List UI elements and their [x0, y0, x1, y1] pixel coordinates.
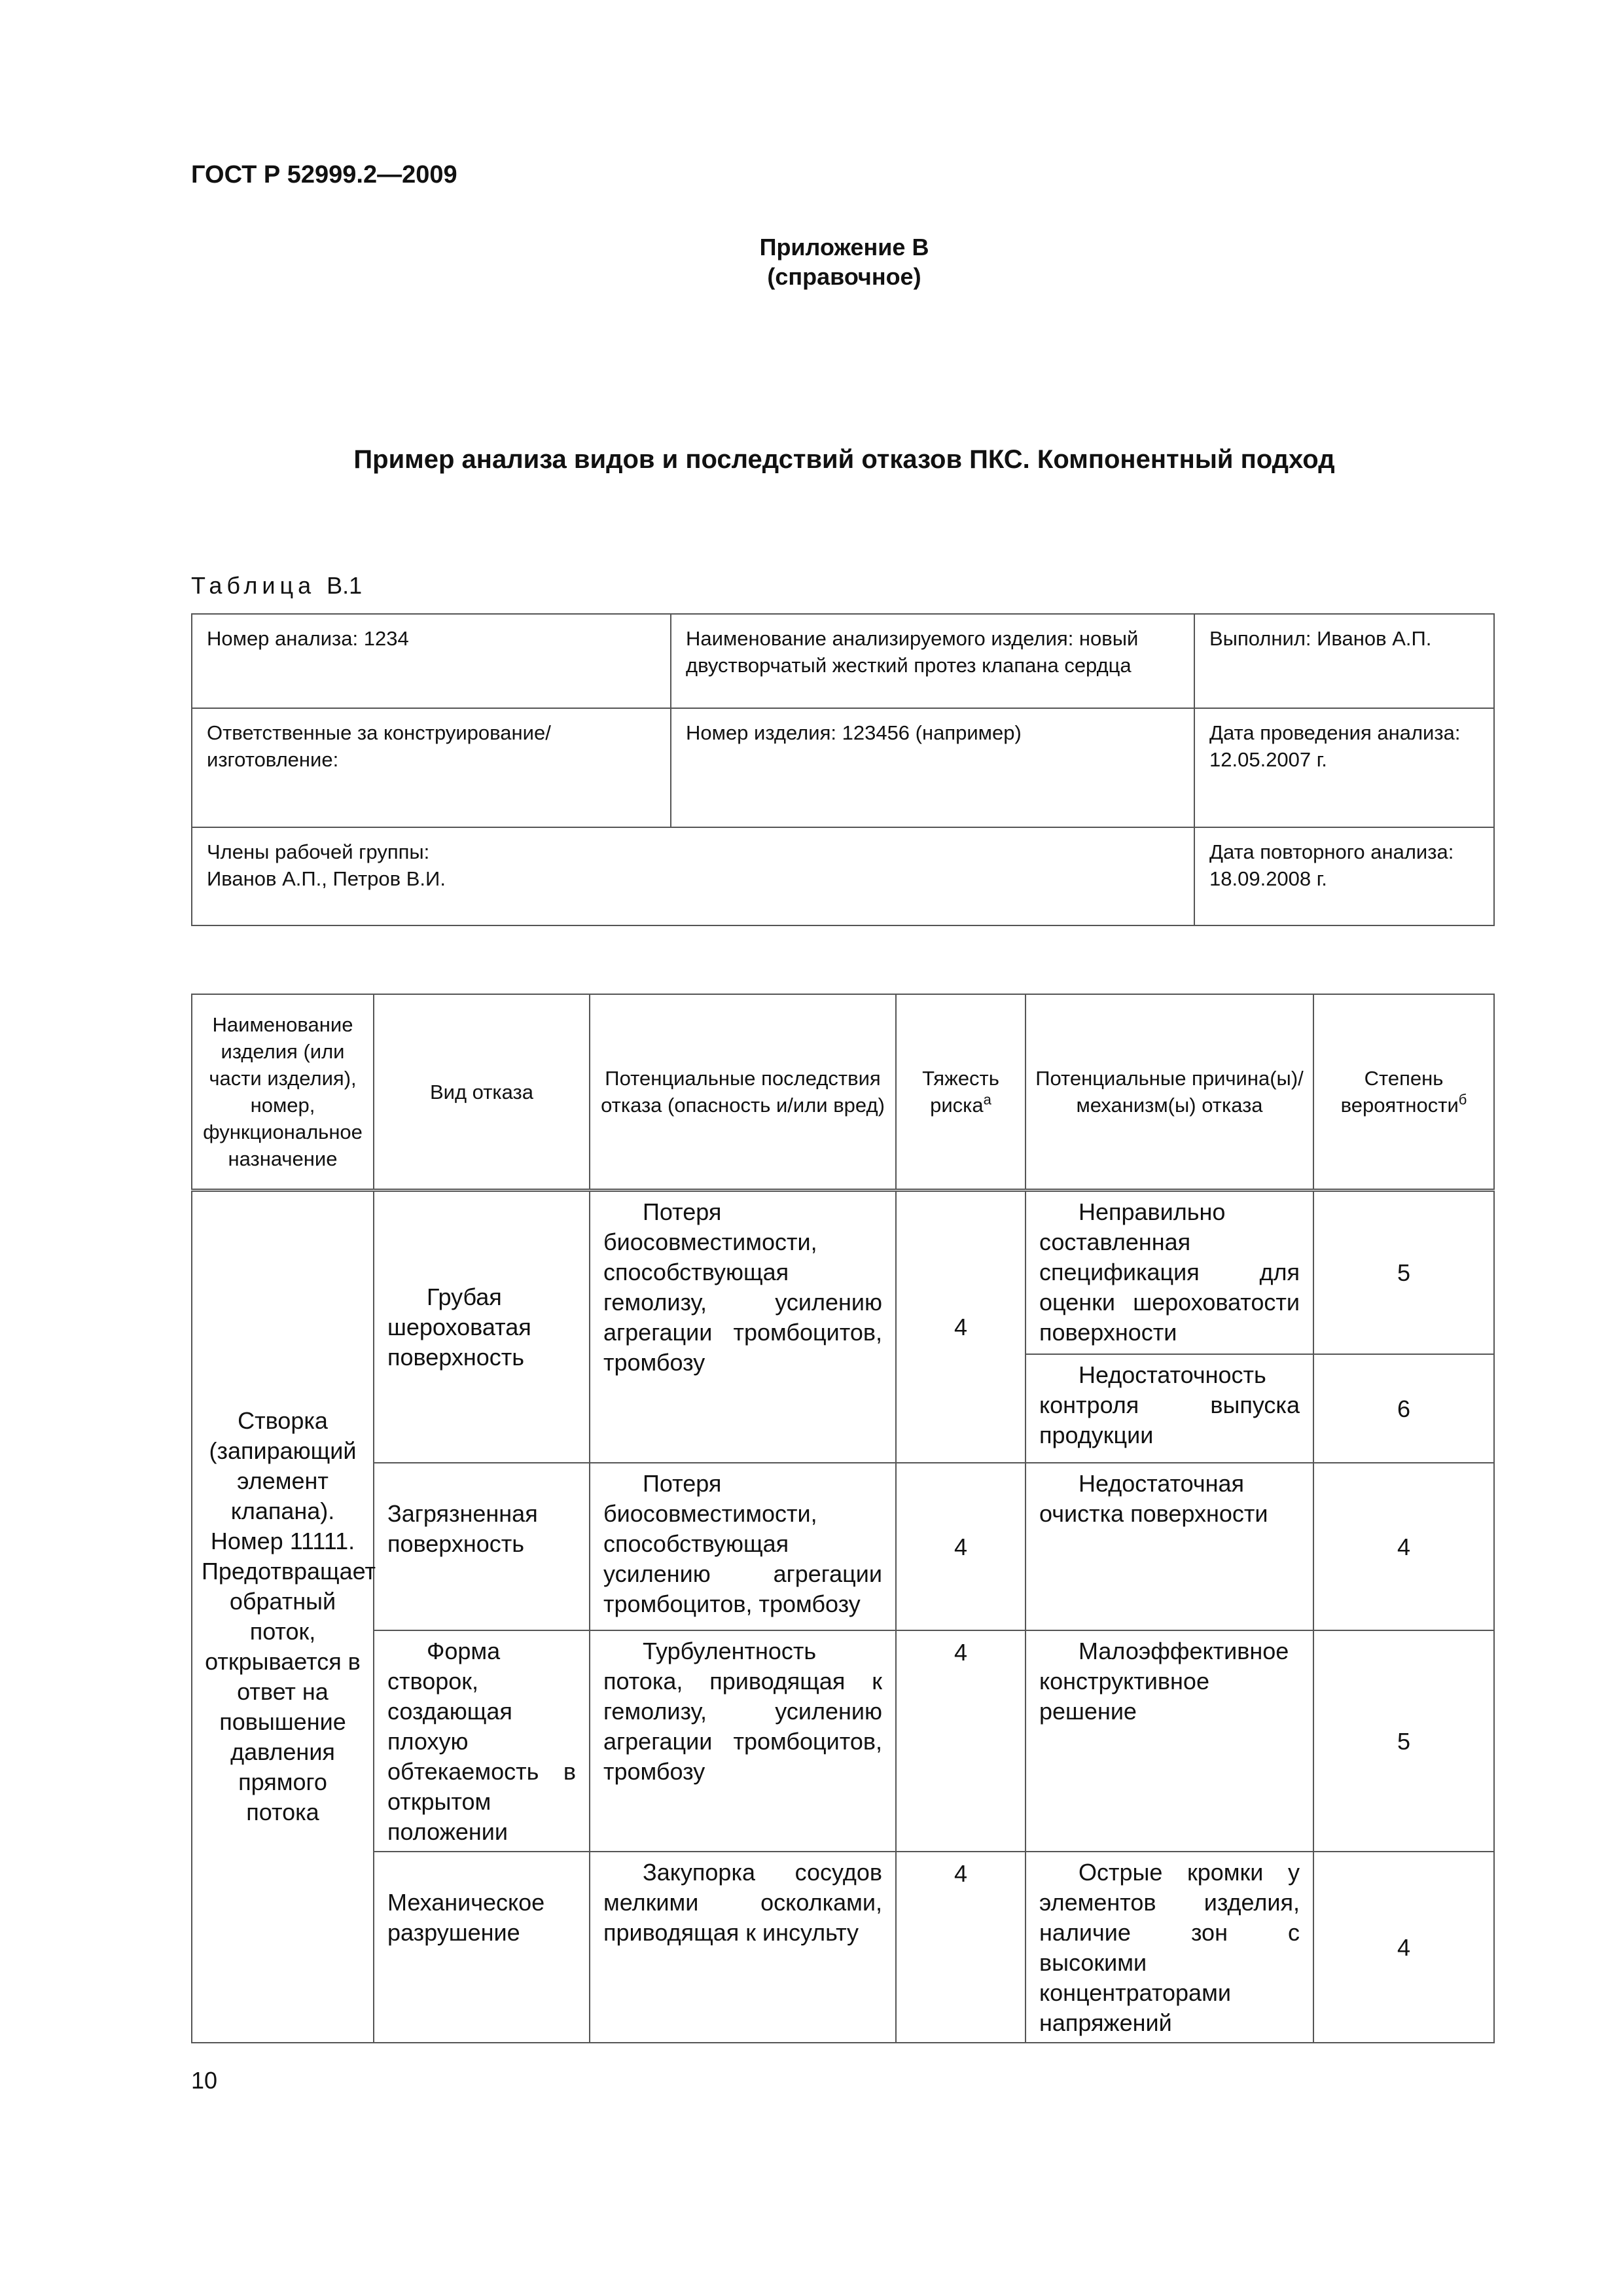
- severity: 4: [896, 1852, 1026, 2043]
- cause: Неправильно составленная спецификация для оценки шероховатости поверхности: [1026, 1191, 1313, 1354]
- probability: 4: [1313, 1463, 1494, 1630]
- table-caption: [191, 572, 362, 600]
- team-members: Иванов А.П., Петров В.И.: [207, 867, 446, 890]
- fmea-table: [191, 994, 1495, 2043]
- team-members-cell: [192, 827, 1194, 925]
- performed-by: Выполнил: Иванов А.П.: [1194, 614, 1494, 708]
- appendix-title: Приложение В: [759, 234, 929, 260]
- header-item: Наименование изделия (или части изделия), номер, функциональное назначение: [192, 994, 374, 1191]
- effects: Турбулентность потока, приводящая к гемолизу, усилению агрегации тромбоцитов, тромбозу: [590, 1630, 896, 1852]
- probability: 6: [1313, 1354, 1494, 1463]
- table-row: [192, 1630, 1494, 1852]
- analysis-date: Дата проведения анализа: 12.05.2007 г.: [1194, 708, 1494, 827]
- product-number: Номер изделия: 123456 (например): [671, 708, 1194, 827]
- table-header-row: [192, 994, 1494, 1191]
- cause: Недостаточная очистка поверхности: [1026, 1463, 1313, 1630]
- effects: Потеря биосовместимости, способствующая усилению агрегации тромбоцитов, тромбозу: [590, 1463, 896, 1630]
- probability: 5: [1313, 1630, 1494, 1852]
- header-severity: Тяжесть риска$^а$: [896, 994, 1026, 1191]
- failure-mode: Механическое разрушение: [374, 1852, 590, 2043]
- probability: 4: [1313, 1852, 1494, 2043]
- table-row: [192, 1191, 1494, 1354]
- main-title: Пример анализа видов и последствий отказов ПКС. Компонентный подход: [353, 445, 1335, 474]
- appendix-type: (справочное): [767, 263, 921, 290]
- effects: Закупорка сосудов мелкими осколками, приводящая к инсульту: [590, 1852, 896, 2043]
- header-causes: Потенциальные причина(ы)/ механизм(ы) отказа: [1026, 994, 1313, 1191]
- table-row: [192, 1852, 1494, 2043]
- effects: Потеря биосовместимости, способствующая гемолизу, усилению агрегации тромбоцитов, тромбозу: [590, 1191, 896, 1463]
- severity: 4: [896, 1191, 1026, 1463]
- table-caption-word: Таблица: [191, 572, 316, 599]
- probability: 5: [1313, 1191, 1494, 1354]
- responsible: Ответственные за конструирование/ изготовление:: [192, 708, 671, 827]
- document-code: ГОСТ Р 52999.2—2009: [191, 161, 457, 188]
- item-description: Створка (запирающий элемент клапана). Номер 11111. Предотвращает обратный поток, открывается в ответ на повышение давления прямого потока: [192, 1191, 374, 2043]
- team-label: Члены рабочей группы:: [207, 840, 430, 863]
- severity: 4: [896, 1630, 1026, 1852]
- severity: 4: [896, 1463, 1026, 1630]
- failure-mode: Грубая шероховатая поверхность: [374, 1191, 590, 1463]
- header-probability: Степень вероятности$^б$: [1313, 994, 1494, 1191]
- table-row: [192, 1463, 1494, 1630]
- page-number: 10: [191, 2067, 218, 2094]
- repeat-date: Дата повторного анализа: 18.09.2008 г.: [1194, 827, 1494, 925]
- product-name: Наименование анализируемого изделия: новый двустворчатый жесткий протез клапана сердца: [671, 614, 1194, 708]
- header-failure-mode: Вид отказа: [374, 994, 590, 1191]
- header-effects: Потенциальные последствия отказа (опасность и/или вред): [590, 994, 896, 1191]
- analysis-number: Номер анализа: 1234: [192, 614, 671, 708]
- cause: Малоэффективное конструктивное решение: [1026, 1630, 1313, 1852]
- cause: Недостаточность контроля выпуска продукции: [1026, 1354, 1313, 1463]
- failure-mode: Загрязненная поверхность: [374, 1463, 590, 1630]
- analysis-info-table: [191, 613, 1495, 926]
- cause: Острые кромки у элементов изделия, наличие зон с высокими концентраторами напряжений: [1026, 1852, 1313, 2043]
- table-caption-number: В.1: [327, 572, 363, 599]
- failure-mode: Форма створок, создающая плохую обтекаемость в открытом положении: [374, 1630, 590, 1852]
